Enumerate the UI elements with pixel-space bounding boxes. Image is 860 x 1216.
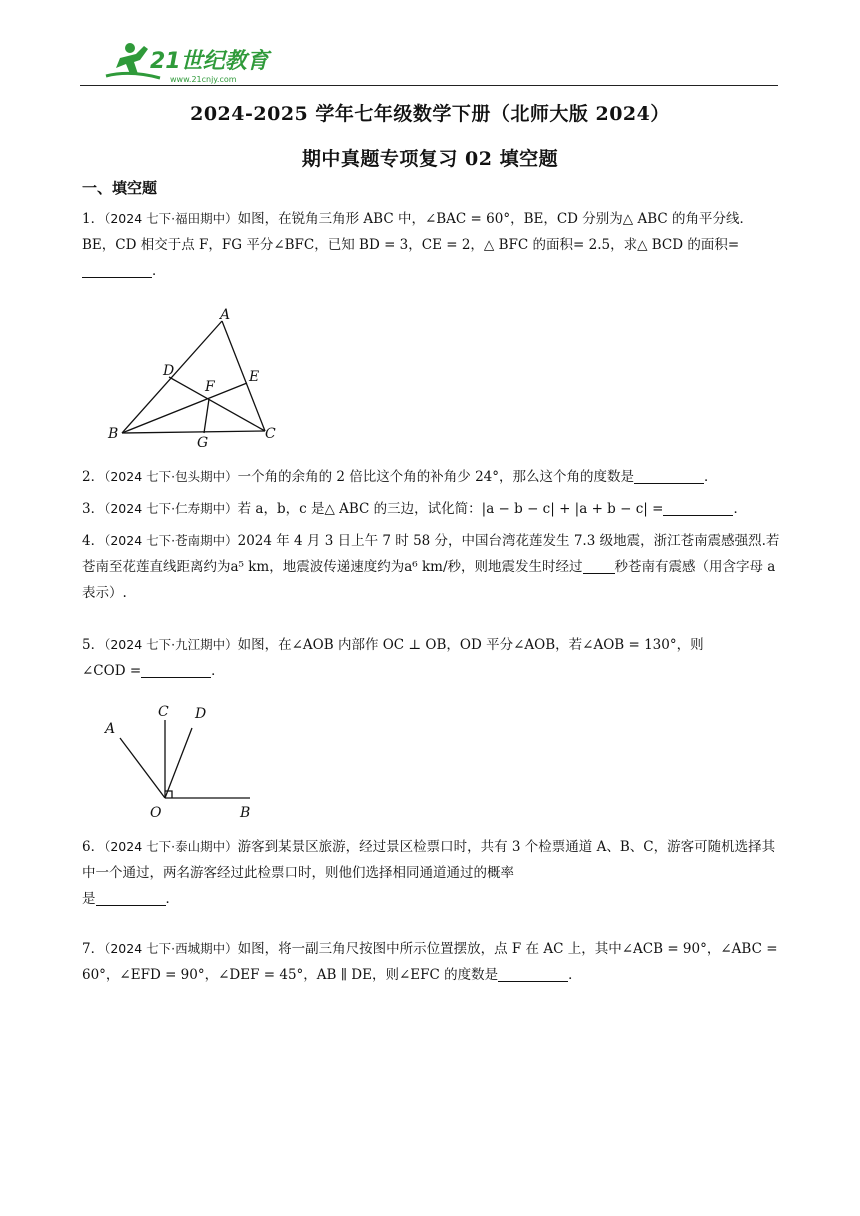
answer-blank[interactable] (82, 263, 152, 278)
question-source: （2024 七下·仁寿期中） (104, 501, 238, 516)
question-source: （2024 七下·九江期中） (104, 637, 238, 652)
question-4 (82, 528, 780, 606)
question-number: 5． (82, 637, 105, 653)
label-E: E (249, 369, 260, 385)
question-number: 3． (82, 501, 105, 517)
angle-figure (95, 698, 270, 823)
label-A: A (105, 721, 116, 737)
question-source: （2024 七下·苍南期中） (104, 533, 238, 548)
label-D: D (163, 363, 175, 379)
question-source: （2024 七下·包头期中） (104, 469, 238, 484)
question-text: 若 a，b，c 是△ ABC 的三边，试化简：|a − b − c| + |a + b − c| = (237, 501, 664, 517)
question-number: 6． (82, 839, 105, 855)
label-F: F (205, 379, 215, 395)
page-title: 2024-2025 学年七年级数学下册（北师大版 2024） (190, 103, 670, 125)
question-2: 2．（2024 七下·包头期中）一个角的余角的 2 倍比这个角的补角少 24°，那么这个角的度数是 ． (82, 469, 718, 485)
page-subtitle: 期中真题专项复习 02 填空题 (301, 148, 559, 170)
question-6: 6．（2024 七下·泰山期中）游客到某景区旅游，经过景区检票口时，共有 3 个检票通道 A、B、C，游客可随机选择其中一个通过，两名游客经过此检票口时，则他们选择相同通道通过的概率 是 ． (82, 839, 776, 907)
question-3: 3．（2024 七下·仁寿期中）若 a，b，c 是△ ABC 的三边，试化简：|a − b − c| + |a + b − c| = ． (82, 501, 747, 517)
label-D: D (195, 706, 207, 722)
question-source: （2024 七下·泰山期中） (104, 839, 238, 854)
question-text: ∠COD = (82, 663, 142, 679)
question-source: （2024 七下·西城期中） (104, 941, 238, 956)
question-text: 2024 年 4 月 3 日上午 7 时 58 分，中国台湾花莲发生 7.3 级地震，浙江苍南震感强烈.若苍南至花莲直线距离约为a⁵ km，地震波传递速度约为a⁶ km/秒，则地震发生时经过 (82, 533, 780, 575)
label-B: B (240, 805, 251, 821)
question-text: 如图，在锐角三角形 (237, 211, 364, 227)
header-rule (80, 85, 778, 86)
answer-blank[interactable] (583, 559, 615, 574)
question-text: 如图，将一副三角尺按图中所示位置摆放，点 F 在 AC 上，其中∠ACB = 90°，∠ABC = 60°，∠EFD = 90°，∠DEF = 45°，AB ∥ DE，则∠EFC 的度数是 (82, 941, 778, 983)
answer-blank[interactable] (498, 967, 568, 982)
label-A: A (220, 307, 231, 323)
label-C: C (265, 426, 276, 442)
question-number: 1． (82, 211, 105, 227)
question-7: 7．（2024 七下·西城期中）如图，将一副三角尺按图中所示位置摆放，点 F 在 AC 上，其中∠ACB = 90°，∠ABC = 60°，∠EFD = 90°，∠DEF = 45°，AB ∥ DE，则∠EFC 的度数是 ． (82, 941, 778, 983)
question-number: 7． (82, 941, 105, 957)
question-5: 5．（2024 七下·九江期中）如图，在∠AOB 内部作 OC ⊥ OB，OD 平分∠AOB，若∠AOB = 130°，则 ∠COD = ． (82, 637, 704, 679)
question-text: 如图，在∠AOB 内部作 OC ⊥ OB，OD 平分∠AOB，若∠AOB = 130°，则 (237, 637, 704, 653)
logo (100, 40, 280, 86)
question-number: 4． (82, 533, 105, 549)
triangle-figure (105, 305, 285, 450)
label-G: G (197, 435, 209, 450)
answer-blank[interactable] (141, 663, 211, 678)
answer-blank[interactable] (634, 469, 704, 484)
question-text: ABC 中，∠BAC = 60°，BE，CD 分别为△ ABC 的角平分线．BE，CD 相交于点 F，FG 平分∠BFC，已知 BD = 3，CE = 2，△ BFC 的面积= 2.5，求△ BCD 的面积= (82, 211, 754, 253)
question-1: 1．（2024 七下·福田期中）如图，在锐角三角形 ABC 中，∠BAC = 60°，BE，CD 分别为△ ABC 的角平分线．BE，CD 相交于点 F，FG 平分∠BFC，已知 BD = 3，CE = 2，△ BFC 的面积= 2.5，求△ BCD 的面积=． (82, 211, 754, 279)
question-text: 是 (82, 891, 96, 907)
logo-text: 21世纪教育 (150, 49, 269, 74)
logo-url: www.21cnjy.com (170, 75, 237, 84)
label-B: B (108, 426, 119, 442)
question-text: 游客到某景区旅游，经过景区检票口时，共有 3 个检票通道 A、B、C，游客可随机选择其中一个通过，两名游客经过此检票口时，则他们选择相同通道通过的概率 (82, 839, 776, 881)
label-C: C (158, 704, 169, 720)
section-title: 一、填空题 (82, 179, 158, 197)
question-text: 一个角的余角的 2 倍比这个角的补角少 24°，那么这个角的度数是 (237, 469, 634, 485)
answer-blank[interactable] (663, 501, 733, 516)
question-number: 2． (82, 469, 105, 485)
question-source: （2024 七下·福田期中） (104, 211, 238, 226)
question-text: 秒苍南有震感（用含字母 a 表示）. (82, 559, 776, 601)
answer-blank[interactable] (96, 891, 166, 906)
label-O: O (150, 805, 162, 821)
